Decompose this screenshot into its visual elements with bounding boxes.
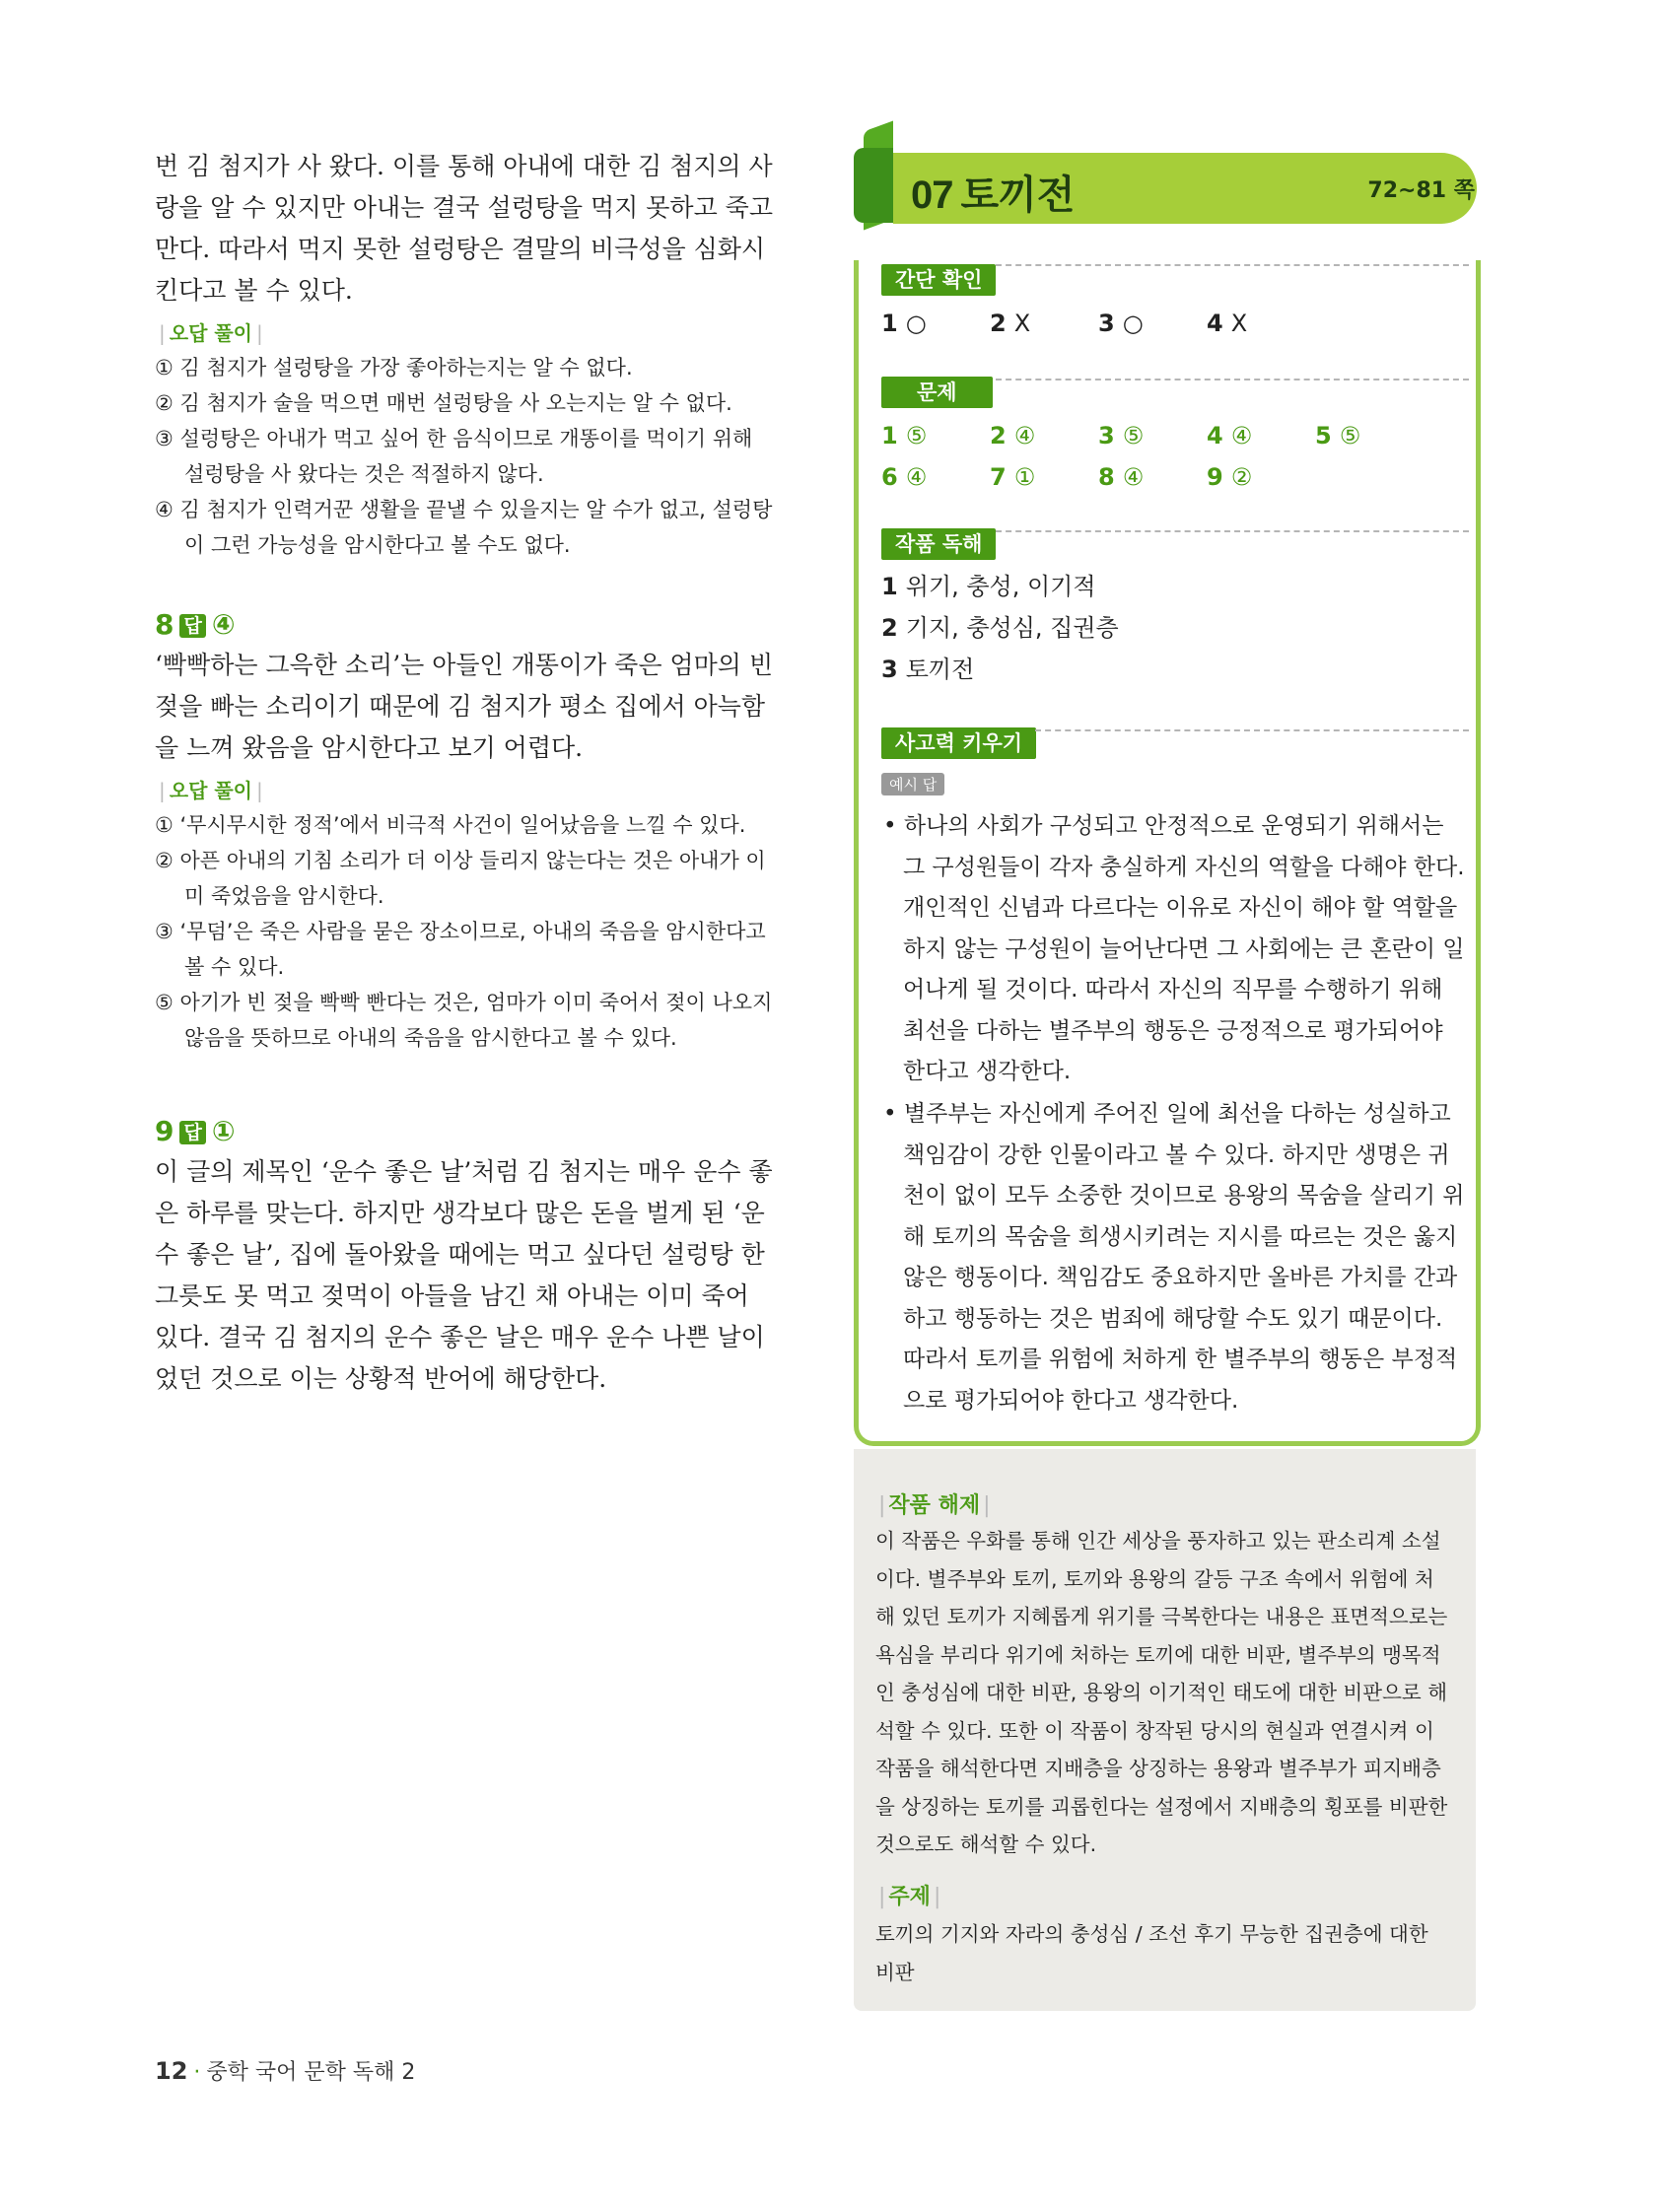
chapter-pages: 72~81 쪽 xyxy=(1367,178,1475,203)
answer-item: 4 ④ xyxy=(1207,422,1253,449)
theme-text: 토끼의 기지와 자라의 충성심 / 조선 후기 무능한 집권층에 대한 비판 xyxy=(875,1922,1428,1984)
book-tab-decoration xyxy=(854,148,893,223)
answer-item: 9 ② xyxy=(1207,463,1253,491)
munje-row-1 xyxy=(881,422,1424,449)
list-item: ④ 김 첨지가 인력거꾼 생활을 끝낼 수 있을지는 알 수가 없고, 설렁탕이 그런 가능성을 암시한다고 볼 수도 없다. xyxy=(155,498,773,557)
section-label-sagoryeok: 사고력 키우기 xyxy=(881,727,1036,759)
answer-item: 6 ④ xyxy=(881,463,928,491)
book-title: 중학 국어 문학 독해 2 xyxy=(206,2060,416,2085)
left-column xyxy=(155,146,776,1400)
text-line: 만다. 따라서 먹지 못한 설렁탕은 결말의 비극성을 심화시 xyxy=(155,235,766,263)
ganddan-row xyxy=(881,310,1315,337)
answer-bullet-1: • 하나의 사회가 구성되고 안정적으로 운영되기 위해서는 그 구성원들이 각자 충실하게 자신의 역할을 다해야 한다. 개인적인 신념과 다르다는 이유로 자신이 해야 할 역할을 하지 않는 구성원이 늘어난다면 그 사회에는 큰 혼란이 일어나게 될 것이다. 따라서 자신의 직무를 수행하기 위해 최선을 다하는 별주부의 행동은 긍정적으로 평가되어야 한다고 생각한다. xyxy=(883,813,1465,1084)
question-8-heading: 8 답 ④ xyxy=(155,608,236,641)
list-item: ③ ‘무덤’은 죽은 사람을 묻은 장소이므로, 아내의 죽음을 암시한다고 볼 수 있다. xyxy=(155,920,766,979)
divider xyxy=(996,264,1469,266)
section-label-ganddan: 간단 확인 xyxy=(881,264,996,296)
answer-bullet-2: • 별주부는 자신에게 주어진 일에 최선을 다하는 성실하고 책임감이 강한 인물이라고 볼 수 있다. 하지만 생명은 귀천이 없이 모두 소중한 것이므로 용왕의 목숨을 살리기 위해 토끼의 목숨을 희생시키려는 지시를 따르는 것은 옳지 않은 행동이다. 책임감도 중요하지만 올바른 가치를 간과하고 행동하는 것은 범죄에 해당할 수도 있기 때문이다. 따라서 토끼를 위험에 처하게 한 별주부의 행동은 부정적으로 평가되어야 한다고 생각한다. xyxy=(883,1101,1465,1414)
list-item: ① 김 첨지가 설렁탕을 가장 좋아하는지는 알 수 없다. xyxy=(155,356,633,380)
theme-heading: | 주제 | xyxy=(878,1885,941,1909)
answer-item: 5 ⑤ xyxy=(1315,422,1361,449)
text-line: 이 글의 제목인 ‘운수 좋은 날’처럼 김 첨지는 매우 운수 좋 xyxy=(155,1157,773,1186)
page-footer: 12 · 중학 국어 문학 독해 2 xyxy=(155,2057,416,2085)
text-line: 랑을 알 수 있지만 아내는 결국 설렁탕을 먹지 못하고 죽고 xyxy=(155,193,773,222)
text-line: 수 좋은 날’, 집에 돌아왔을 때에는 먹고 싶다던 설렁탕 한 xyxy=(155,1240,765,1269)
question-9-heading: 9 답 ① xyxy=(155,1115,236,1147)
munje-row-2 xyxy=(881,463,1315,491)
answer-item: 1 ○ xyxy=(881,310,927,337)
text-line: 그릇도 못 먹고 젖먹이 아들을 남긴 채 아내는 이미 죽어 xyxy=(155,1281,749,1310)
divider xyxy=(996,379,1469,380)
odap-label: | 오답 풀이 | xyxy=(159,779,263,802)
list-item: 3 토끼전 xyxy=(881,656,975,683)
answer-item: 2 X xyxy=(990,310,1031,337)
dokhae-list xyxy=(881,566,1119,690)
text-line: 킨다고 볼 수 있다. xyxy=(155,276,353,305)
text-line: 있다. 결국 김 첨지의 운수 좋은 날은 매우 운수 나쁜 날이 xyxy=(155,1323,765,1351)
text-line: 었던 것으로 이는 상황적 반어에 해당한다. xyxy=(155,1364,607,1393)
odap-label: | 오답 풀이 | xyxy=(159,321,263,345)
haeje-text: 이 작품은 우화를 통해 인간 세상을 풍자하고 있는 판소리계 소설이다. 별주부와 토끼, 토끼와 용왕의 갈등 구조 속에서 위험에 처해 있던 토끼가 지혜롭게 위기를 극복한다는 내용은 표면적으로는 욕심을 부리다 위기에 처하는 토끼에 대한 비판, 별주부의 맹목적인 충성심에 대한 비판, 용왕의 이기적인 태도에 대한 비판으로 해석할 수 있다. 또한 이 작품이 창작된 당시의 현실과 연결시켜 이 작품을 해석한다면 지배층을 상징하는 용왕과 별주부가 피지배층을 상징하는 토끼를 괴롭힌다는 설정에서 지배층의 횡포를 비판한 것으로도 해석할 수 있다. xyxy=(875,1529,1448,1856)
chapter-title: 07 토끼전 xyxy=(911,173,1076,218)
section-label-dokhae: 작품 독해 xyxy=(881,528,996,560)
list-item: ⑤ 아기가 빈 젖을 빡빡 빤다는 것은, 엄마가 이미 죽어서 젖이 나오지 않음을 뜻하므로 아내의 죽음을 암시한다고 볼 수 있다. xyxy=(155,991,773,1050)
answer-item: 2 ④ xyxy=(990,422,1036,449)
odap-list-1 xyxy=(155,350,776,563)
text-line: 젖을 빠는 소리이기 때문에 김 첨지가 평소 집에서 아늑함 xyxy=(155,692,766,721)
answer-item: 7 ① xyxy=(990,463,1036,491)
answer-item: 8 ④ xyxy=(1098,463,1145,491)
list-item: ① ‘무시무시한 정적’에서 비극적 사건이 일어났음을 느낄 수 있다. xyxy=(155,813,746,837)
text-line: 번 김 첨지가 사 왔다. 이를 통해 아내에 대한 김 첨지의 사 xyxy=(155,152,773,180)
section-label-munje: 문제 xyxy=(881,377,993,408)
page-number: 12 xyxy=(155,2057,188,2085)
list-item: 1 위기, 충성, 이기적 xyxy=(881,573,1096,600)
haeje-heading: | 작품 해제 | xyxy=(878,1493,991,1518)
list-item: ③ 설렁탕은 아내가 먹고 싶어 한 음식이므로 개똥이를 먹이기 위해 설렁탕을 사 왔다는 것은 적절하지 않다. xyxy=(155,427,753,486)
list-item: ② 아픈 아내의 기침 소리가 더 이상 들리지 않는다는 것은 아내가 이미 죽었음을 암시한다. xyxy=(155,849,766,908)
answer-item: 1 ⑤ xyxy=(881,422,928,449)
text-line: 은 하루를 맞는다. 하지만 생각보다 많은 돈을 벌게 된 ‘운 xyxy=(155,1199,765,1227)
q9-paragraph xyxy=(155,1151,776,1400)
text-line: ‘빡빡하는 그윽한 소리’는 아들인 개똥이가 죽은 엄마의 빈 xyxy=(155,651,773,679)
list-item: ② 김 첨지가 술을 먹으면 매번 설렁탕을 사 오는지는 알 수 없다. xyxy=(155,391,732,415)
list-item: 2 기지, 충성심, 집권층 xyxy=(881,614,1119,642)
answer-item: 3 ⑤ xyxy=(1098,422,1145,449)
text-line: 을 느껴 왔음을 암시한다고 보기 어렵다. xyxy=(155,733,584,762)
answer-item: 4 X xyxy=(1207,310,1248,337)
odap-list-2 xyxy=(155,807,776,1056)
divider xyxy=(996,530,1469,532)
q8-paragraph xyxy=(155,645,776,769)
example-badge: 예시 답 xyxy=(881,773,944,795)
intro-paragraph xyxy=(155,146,776,311)
divider xyxy=(1035,729,1469,731)
answer-item: 3 ○ xyxy=(1098,310,1144,337)
